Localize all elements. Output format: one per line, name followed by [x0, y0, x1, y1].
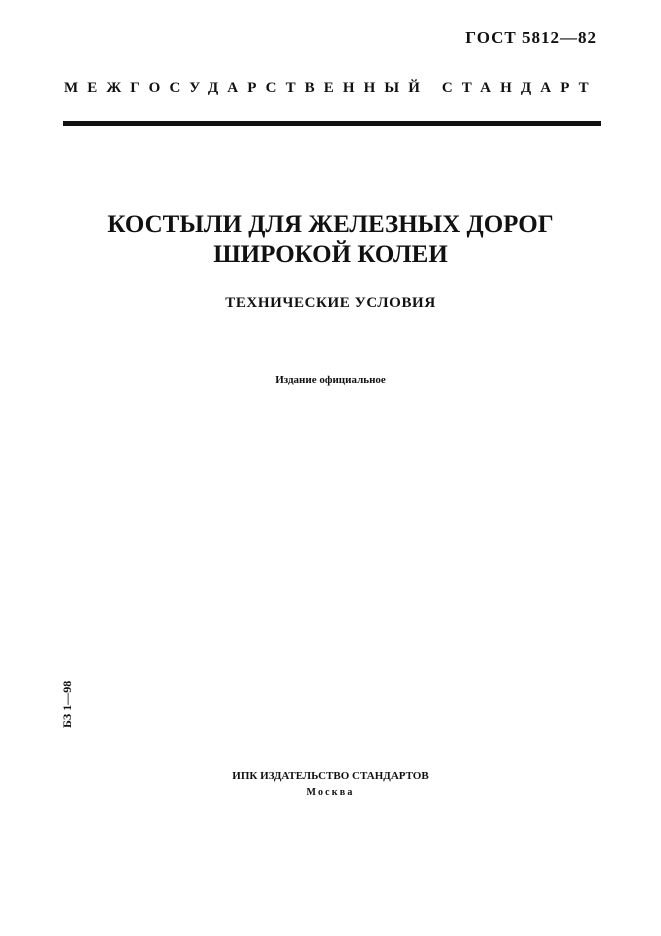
side-code: БЗ 1—98 [60, 680, 74, 728]
document-number: ГОСТ 5812—82 [465, 28, 597, 47]
standard-type-heading: МЕЖГОСУДАРСТВЕННЫЙ СТАНДАРТ [64, 80, 598, 96]
title-line-1: КОСТЫЛИ ДЛЯ ЖЕЛЕЗНЫХ ДОРОГ [107, 211, 554, 238]
header-divider [63, 121, 601, 126]
document-title [0, 210, 661, 270]
publisher: ИПК ИЗДАТЕЛЬСТВО СТАНДАРТОВ [232, 770, 429, 782]
edition-note: Издание официальное [275, 374, 386, 386]
document-subtitle: ТЕХНИЧЕСКИЕ УСЛОВИЯ [225, 295, 436, 311]
title-line-2: ШИРОКОЙ КОЛЕИ [213, 241, 448, 268]
publisher-city: Москва [306, 787, 355, 798]
